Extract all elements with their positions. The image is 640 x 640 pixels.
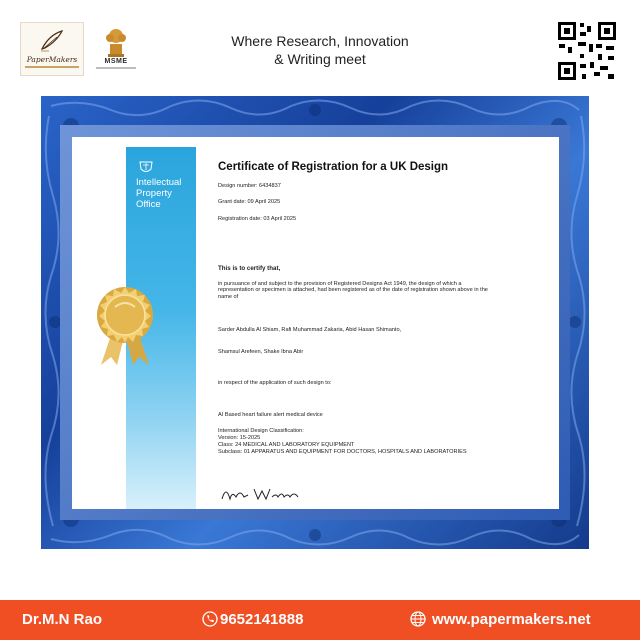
footer-bar <box>0 600 640 640</box>
application-text: in respect of the application of such design to: <box>218 380 332 386</box>
qr-code-icon[interactable] <box>556 20 618 82</box>
grant-date: Grant date: 09 April 2025 <box>218 199 281 205</box>
footer-name: Dr.M.N Rao <box>22 611 103 628</box>
logo-underline <box>25 66 79 68</box>
phone-icon <box>202 611 218 627</box>
msme-underline <box>96 67 136 69</box>
names-line-1: Sarder Abdulla Al Shiam, Rafi Muhammad Zakaria, Abid Hasan Shimanto, <box>218 327 402 333</box>
registration-date: Registration date: 03 April 2025 <box>218 216 297 222</box>
pursuance-text: in pursuance of and subject to the provision of Registered Designs Act 1949, the design of which a representation or specimen is attached, had been registered as of the date of registration shown above in the name of <box>218 281 488 300</box>
crest-icon <box>138 160 154 174</box>
certificate-title: Certificate of Registration for a UK Design <box>218 161 449 173</box>
globe-icon <box>410 611 426 627</box>
tagline-line-1: Where Research, Innovation <box>231 33 409 49</box>
tagline <box>200 32 440 68</box>
feather-icon <box>39 29 65 53</box>
papermakers-logo <box>20 22 84 76</box>
names-line-2: Shamsul Arefeen, Shake Ibna Abir <box>218 349 304 355</box>
footer-phone[interactable]: 9652141888 <box>220 611 304 628</box>
papermakers-logo-text: PaperMakers <box>26 55 78 64</box>
design-title: AI Based heart failure alert medical device <box>218 412 323 418</box>
design-number: Design number: 6434837 <box>218 183 281 189</box>
classification-heading: International Design Classification: <box>218 428 304 434</box>
signature <box>220 483 302 505</box>
msme-logo-text: MSME <box>104 58 128 65</box>
classification-class: Class: 24 MEDICAL AND LABORATORY EQUIPMENT <box>218 442 355 448</box>
classification-subclass: Subclass: 01 APPARATUS AND EQUIPMENT FOR DOCTORS, HOSPITALS AND LABORATORIES <box>218 449 467 455</box>
tagline-line-2: & Writing meet <box>274 51 366 67</box>
classification-version: Version: 15-2025 <box>218 435 261 441</box>
footer-website[interactable]: www.papermakers.net <box>432 611 591 628</box>
gold-seal-icon <box>87 285 163 367</box>
certify-heading: This is to certify that, <box>218 265 281 272</box>
ipo-office-name: Intellectual Property Office <box>136 177 182 210</box>
